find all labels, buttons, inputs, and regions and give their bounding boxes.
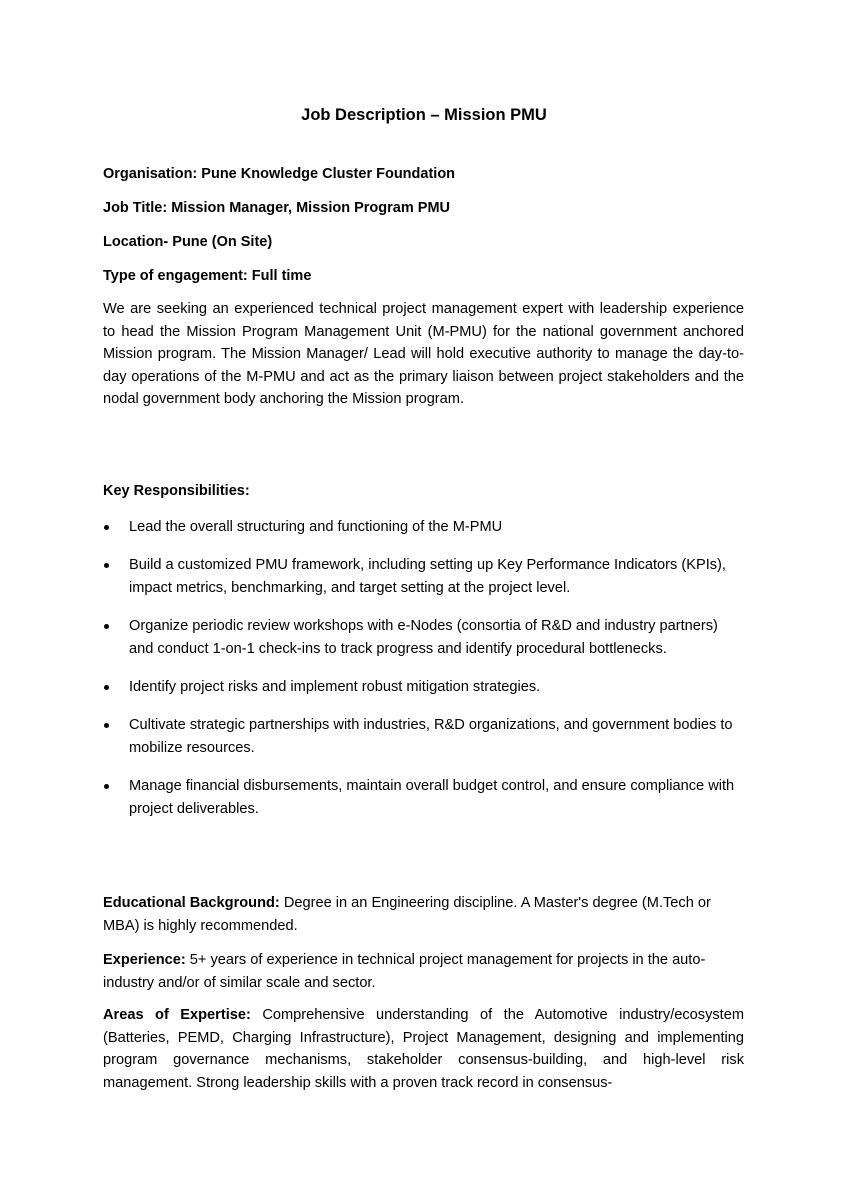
intro-paragraph: We are seeking an experienced technical project management expert with leadership experience to head the Mission Program Management Unit (M-PMU) for the national government anchored Mission program. The Mission Manager/ Lead will hold executive authority to manage the day-to-day operations of the M-PMU and act as the primary liaison between project stakeholders and the nodal government body anchoring the Mission program. bbox=[103, 301, 744, 408]
bullet-icon bbox=[104, 723, 109, 728]
responsibilities-heading: Key Responsibilities: bbox=[103, 483, 250, 499]
bullet-icon bbox=[104, 525, 109, 530]
education-section bbox=[103, 892, 744, 937]
page-title: Job Description – Mission PMU bbox=[301, 106, 547, 124]
list-item-text: Manage financial disbursements, maintain overall budget control, and ensure compliance with project deliverables. bbox=[129, 778, 735, 817]
job-title-line: Job Title: Mission Manager, Mission Program PMU bbox=[103, 200, 450, 216]
expertise-label: Areas of Expertise: bbox=[103, 1007, 251, 1023]
list-item-text: Organize periodic review workshops with e-Nodes (consortia of R&D and industry partners) and conduct 1-on-1 check-ins to track progress and identify procedural bottlenecks. bbox=[129, 618, 718, 657]
bullet-icon bbox=[104, 563, 109, 568]
bullet-icon bbox=[104, 685, 109, 690]
list-item-text: Build a customized PMU framework, including setting up Key Performance Indicators (KPIs), impact metrics, benchmarking, and target setting at the project level. bbox=[129, 557, 726, 596]
bullet-icon bbox=[104, 624, 109, 629]
list-item-text: Identify project risks and implement robust mitigation strategies. bbox=[129, 679, 541, 696]
list-item-text: Cultivate strategic partnerships with industries, R&D organizations, and government bodies to mobilize resources. bbox=[129, 717, 733, 756]
organisation-line: Organisation: Pune Knowledge Cluster Foundation bbox=[103, 166, 456, 182]
list-item bbox=[103, 775, 744, 820]
responsibilities-list bbox=[103, 516, 744, 820]
expertise-section bbox=[103, 1004, 744, 1094]
experience-label: Experience: bbox=[103, 952, 186, 968]
engagement-line: Type of engagement: Full time bbox=[103, 268, 312, 284]
list-item bbox=[103, 516, 744, 538]
list-item-text: Lead the overall structuring and functioning of the M-PMU bbox=[129, 519, 503, 535]
experience-text: 5+ years of experience in technical project management for projects in the auto-industry and/or of similar scale and sector. bbox=[103, 952, 706, 991]
list-item bbox=[103, 554, 744, 599]
experience-section bbox=[103, 949, 744, 994]
list-item bbox=[103, 615, 744, 660]
list-item bbox=[103, 714, 744, 759]
expertise-text: Comprehensive understanding of the Automotive industry/ecosystem (Batteries, PEMD, Charging Infrastructure), Project Management, designing and implementing program governance mechanisms, stakeholder consensus-building, and high-level risk management. Strong leadership skills with a proven track record in consensus- bbox=[103, 1007, 744, 1091]
education-text: Degree in an Engineering discipline. A Master's degree (M.Tech or MBA) is highly recommended. bbox=[103, 895, 711, 934]
list-item bbox=[103, 676, 744, 698]
education-label: Educational Background: bbox=[103, 895, 280, 911]
bullet-icon bbox=[104, 784, 109, 789]
location-line: Location- Pune (On Site) bbox=[103, 234, 273, 250]
